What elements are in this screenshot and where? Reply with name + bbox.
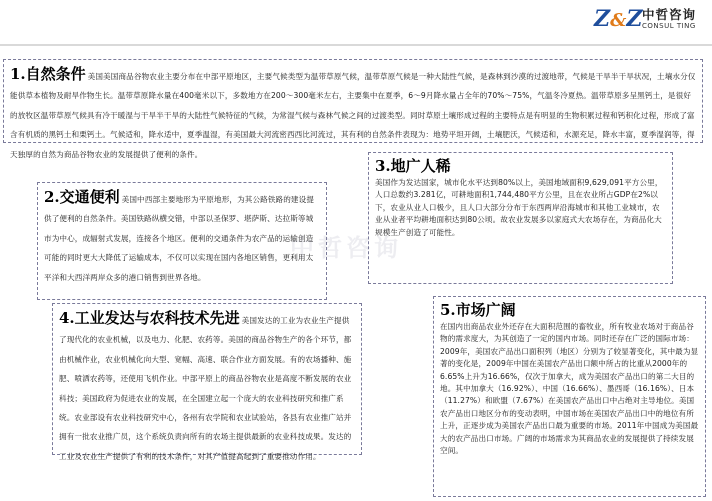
header — [0, 0, 712, 44]
section-title: 2.交通便利 — [44, 188, 120, 206]
section-transport — [37, 182, 327, 300]
section-title: 5.市场广阔 — [440, 301, 516, 319]
logo-name-cn: 中哲咨询 — [642, 7, 697, 22]
logo-mark-icon: Z&Z — [594, 6, 643, 32]
section-body: 美国美国商品谷物农业主要分布在中部平原地区，主要气候类型为温带草原气候，温带草原气候是一种大陆性气候，是森林到沙漠的过渡地带，气候是干旱半干旱状况，土壤水分仅能供草本植物及耐旱作物生长。温带草原降水量在400毫米以下，多数地方在200～300毫米左右，主要集中在夏季，6～9月降水量占全年的70%～75%，气温冬冷夏热。温带草原多呈黑钙土，是很好的放牧区温带草原气候具有冷干暖湿与干旱半干旱的大陆性气候特征的气候，为常湿气候与森林气候之间的过渡类型。同时草原土壤形成过程的主要特点是有明显的生物积累过程和钙积化过程，形成了富含有机质的黑钙土和栗钙土。气候适和，降水适中，夏季温湿，有美国最大河流密西西比河流过，其有利的自然条件表现为：地势平坦开阔，土壤肥沃，气候适和，水源充足，降水丰富，夏季湿润等，得天独厚的自然为商品谷物农业的发展提供了便利的条件。 — [10, 72, 696, 159]
section-body: 在国内出商品农业外还存在大面积范围的畜牧业，所有牧业农场对于商品谷物的需求度大，为其创造了一定的国内市场。同时还存在广泛的国际市场：2009年，美国农产品出口面积列（地区）分别为了较显著变化，其中最为显著的变化是，2009年中国在美国农产品出口额中所占的比重从2000年的6.65%上升为16.66%，仅次于加拿大，成为美国农产品出口的第二大目的地。其中加拿大（16.92%）、中国（16.66%）、墨西哥（16.16%）、日本（11.27%）和欧盟（7.67%）在美国农产品出口中占绝对主导地位。美国农产品出口地区分布的变动表明，中国市场在美国农产品出口中的地位有所上升，正逐步成为美国农产品出口最为重要的市场。2011年中国成为美国最大的农产品出口市场。广阔的市场需求为其商品农业的发展提供了持续发展空间。 — [440, 322, 699, 456]
watermark: 中哲咨询 — [290, 234, 402, 262]
section-market — [433, 296, 706, 497]
section-land — [368, 152, 673, 284]
section-title: 3.地广人稀 — [375, 157, 451, 175]
section-body: 美国发达的工业为农业生产提供了现代化的农业机械，以及电力、化肥、农药等。美国的商品谷物生产的各个环节，都由机械作业，农业机械化向大型、宽幅、高速、联合作业方面发展。有的农场播种、施肥、喷洒农药等，还使用飞机作业。中部平原上的商品谷物农业是高度不断发展的农业科技；美国政府为促进农业的发展，在全国建立起一个庞大的农业科技研究和推广系统。农业部设有农业科技研究中心，各州有农学院和农业试验站，各县有农业推广站并拥有一批农业推广员，这个系统负责向所有的农场主提供最新的农业科技成果。发达的工业及农业生产提供了有利的技术条件，对其产值提高起到了重要推动作用。 — [59, 316, 352, 461]
section-body: 美国中西部主要地形为平原地形，为其公路铁路的建设提供了便利的自然条件。美国铁路纵横交错，中部以圣保罗、堪萨斯、达拉斯等城市为中心，成辐射式发展，连接各个地区。便利的交通条件为农产品的运输创造可能的同时更大大降低了运输成本，不仅可以实现在国内各地区销售，更利用太平洋和大西洋两岸众多的港口销售到世界各地。 — [44, 195, 315, 282]
company-logo — [594, 2, 710, 38]
section-industry-tech — [52, 303, 362, 461]
section-title: 1.自然条件 — [10, 65, 86, 83]
section-natural-conditions — [3, 59, 703, 159]
section-title: 4.工业发达与农科技术先进 — [59, 309, 240, 327]
logo-name-en: CONSUL TING — [642, 22, 696, 30]
section-body: 美国作为发达国家，城市化水平达到80%以上，美国地域面积9,629,091平方公里，人口总数约3.281亿，可耕地面积1,744,480平方公里，且在农业所占GDP在2%以下，农业从业人口极少，且人口大部分分布于东西两岸沿海城市和其他工业城市，农业从业者平均耕地面积达到80公顷。故农业发展多以家庭式大农场存在，为商品化大规模生产创造了可能性。 — [375, 178, 663, 237]
header-divider — [0, 44, 712, 46]
